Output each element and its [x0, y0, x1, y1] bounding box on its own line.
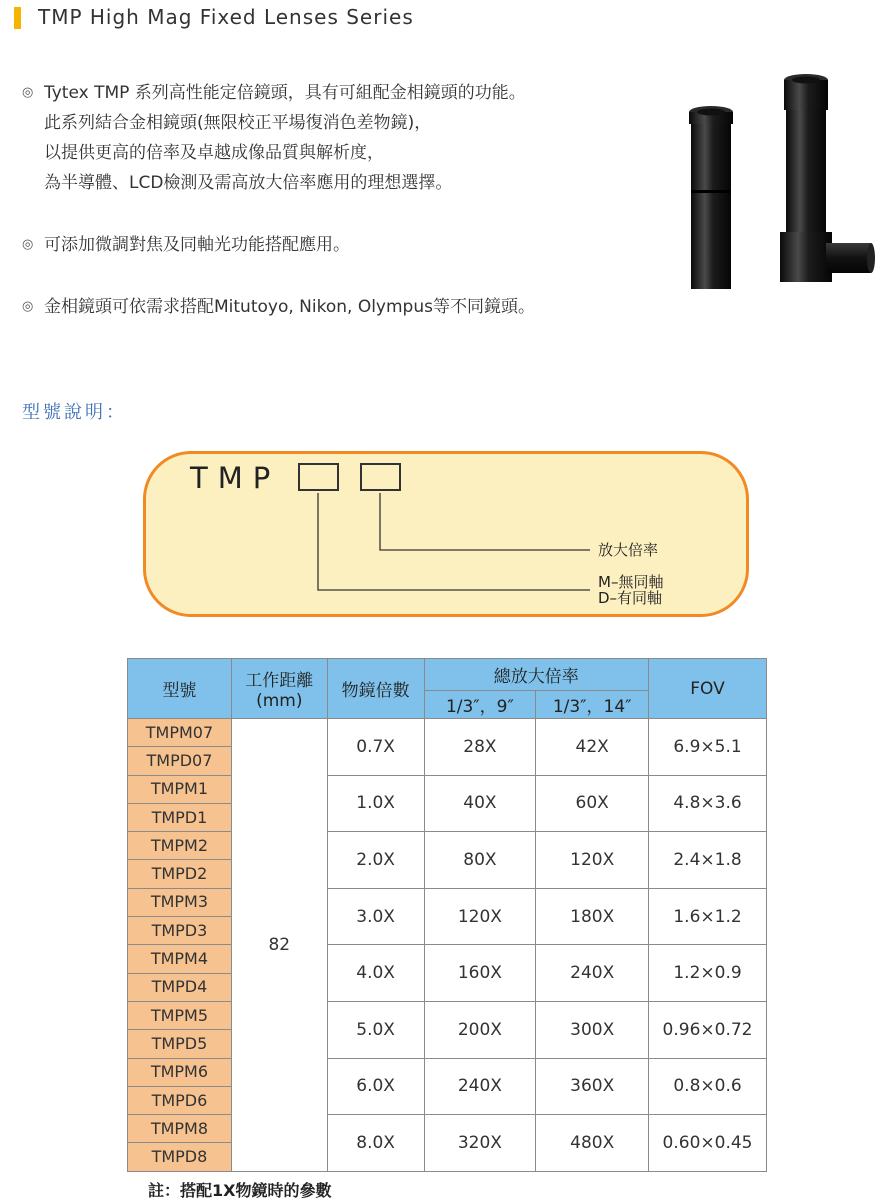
model-cell: TMPM6 — [128, 1058, 232, 1086]
mag-b-cell: 60X — [536, 775, 649, 832]
model-cell: TMPD8 — [128, 1143, 232, 1171]
header-working-distance-line1: 工作距離 — [245, 671, 314, 691]
lens-tube-right — [780, 74, 875, 282]
code-slot-magnification — [360, 463, 401, 491]
mag-b-cell: 480X — [536, 1115, 649, 1172]
model-cell: TMPD4 — [128, 973, 232, 1001]
model-cell: TMPD6 — [128, 1086, 232, 1114]
spec-table — [127, 658, 767, 1172]
fov-cell: 6.9×5.1 — [649, 719, 767, 776]
model-cell: TMPM07 — [128, 719, 232, 747]
bullet-line: Tytex TMP 系列高性能定倍鏡頭，具有可組配金相鏡頭的功能。 — [44, 83, 526, 103]
fov-cell: 4.8×3.6 — [649, 775, 767, 832]
bullet-line: 為半導體、LCD檢測及需高放大倍率應用的理想選擇。 — [44, 173, 453, 193]
fov-cell: 1.2×0.9 — [649, 945, 767, 1002]
fov-cell: 0.60×0.45 — [649, 1115, 767, 1172]
mag-a-cell: 28X — [424, 719, 536, 776]
objective-cell: 0.7X — [327, 719, 424, 776]
header-sensor-b: 1/3″，14″ — [536, 691, 649, 719]
bullet-item — [22, 292, 662, 322]
model-cell: TMPD5 — [128, 1030, 232, 1058]
mag-a-cell: 160X — [424, 945, 536, 1002]
bullet-circle-icon: ◎ — [22, 299, 34, 314]
mag-b-cell: 240X — [536, 945, 649, 1002]
model-section-heading: 型號說明： — [22, 402, 127, 423]
mag-b-cell: 120X — [536, 832, 649, 889]
objective-cell: 8.0X — [327, 1115, 424, 1172]
model-cell: TMPM5 — [128, 1001, 232, 1029]
objective-cell: 6.0X — [327, 1058, 424, 1115]
objective-cell: 3.0X — [327, 888, 424, 945]
header-working-distance-line2: (mm) — [256, 691, 303, 711]
fov-cell: 0.8×0.6 — [649, 1058, 767, 1115]
objective-cell: 4.0X — [327, 945, 424, 1002]
fov-cell: 0.96×0.72 — [649, 1001, 767, 1058]
objective-cell: 2.0X — [327, 832, 424, 889]
mag-a-cell: 40X — [424, 775, 536, 832]
label-no-coax: M–無同軸 — [598, 573, 664, 591]
bullet-item — [22, 78, 662, 198]
model-cell: TMPD1 — [128, 803, 232, 831]
title-accent-bar — [14, 7, 21, 29]
fov-cell: 2.4×1.8 — [649, 832, 767, 889]
mag-b-cell: 42X — [536, 719, 649, 776]
fov-cell: 1.6×1.2 — [649, 888, 767, 945]
mag-b-cell: 300X — [536, 1001, 649, 1058]
header-working-distance — [231, 659, 327, 719]
model-cell: TMPM2 — [128, 832, 232, 860]
header-total-mag: 總放大倍率 — [424, 659, 649, 691]
model-cell: TMPM8 — [128, 1115, 232, 1143]
model-cell: TMPD3 — [128, 917, 232, 945]
mag-a-cell: 200X — [424, 1001, 536, 1058]
lens-tube-left — [689, 106, 733, 289]
mag-a-cell: 320X — [424, 1115, 536, 1172]
bullet-line: 金相鏡頭可依需求搭配Mitutoyo, Nikon, Olympus等不同鏡頭。 — [44, 297, 535, 317]
bullet-item — [22, 230, 662, 260]
header-model: 型號 — [128, 659, 232, 719]
model-cell: TMPM1 — [128, 775, 232, 803]
model-cell: TMPD2 — [128, 860, 232, 888]
header-sensor-a: 1/3″，9″ — [424, 691, 536, 719]
mag-a-cell: 120X — [424, 888, 536, 945]
bullet-line: 以提供更高的倍率及卓越成像品質與解析度， — [44, 143, 384, 163]
model-cell: TMPD07 — [128, 747, 232, 775]
objective-cell: 5.0X — [327, 1001, 424, 1058]
label-magnification: 放大倍率 — [598, 541, 659, 559]
mag-b-cell: 180X — [536, 888, 649, 945]
mag-b-cell: 360X — [536, 1058, 649, 1115]
label-coax: D–有同軸 — [598, 589, 663, 607]
bullet-line: 此系列結合金相鏡頭(無限校正平場復消色差物鏡)， — [44, 113, 432, 133]
bullet-line: 可添加微調對焦及同軸光功能搭配應用。 — [44, 235, 350, 255]
bullet-circle-icon: ◎ — [22, 237, 34, 252]
intro-bullets — [22, 78, 662, 354]
lens-product-image — [676, 70, 876, 300]
model-code-prefix: TMP — [190, 461, 281, 495]
model-cell: TMPM3 — [128, 888, 232, 916]
page-title: TMP High Mag Fixed Lenses Series — [38, 5, 414, 29]
objective-cell: 1.0X — [327, 775, 424, 832]
header-fov: FOV — [649, 659, 767, 719]
header-objective: 物鏡倍數 — [327, 659, 424, 719]
mag-a-cell: 240X — [424, 1058, 536, 1115]
table-note: 註：搭配1X物鏡時的參數 — [148, 1181, 332, 1200]
mag-a-cell: 80X — [424, 832, 536, 889]
code-slot-coax — [298, 463, 339, 491]
bullet-circle-icon: ◎ — [22, 85, 34, 100]
working-distance-cell: 82 — [231, 719, 327, 1172]
model-cell: TMPM4 — [128, 945, 232, 973]
